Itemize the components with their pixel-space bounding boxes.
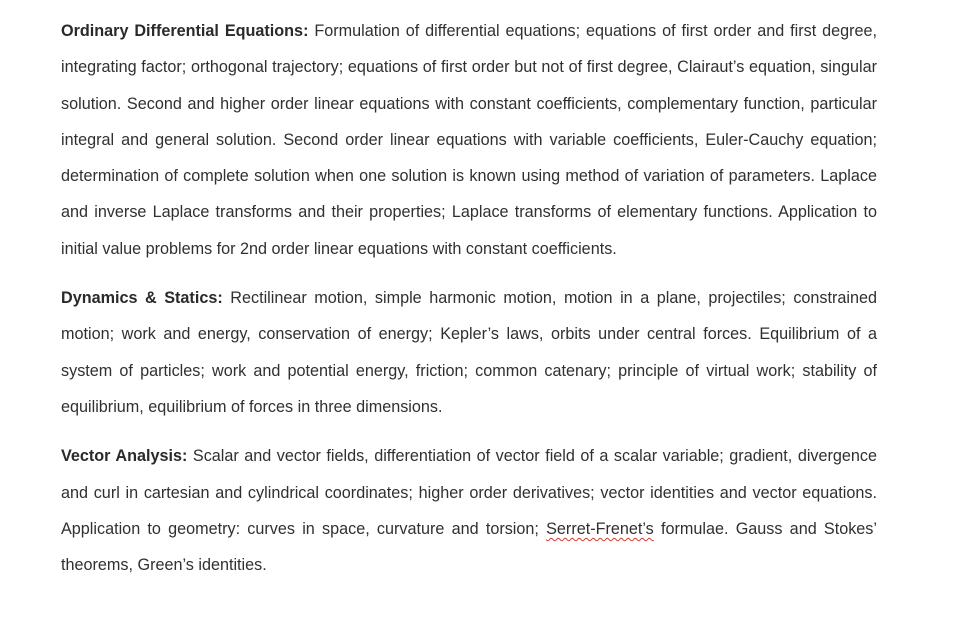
section-body: Formulation of differential equations; equations of first order and first degree, integrating factor; orthogonal trajectory; equations of first order but not of first degree, Clairaut’s equation, singular solution. Second and higher order linear equations with constant coefficients, complementary function, particular integral and general solution. Second order linear equations with variable coefficients, Euler-Cauchy equation; determination of complete solution when one solution is known using method of variation of parameters. Laplace and inverse Laplace transforms and their properties; Laplace transforms of elementary functions. Application to initial value problems for 2nd order linear equations with constant coefficients. xyxy=(61,22,878,258)
section-heading: Ordinary Differential Equations: xyxy=(61,22,309,40)
spelling-error-word[interactable]: Serret-Frenet’s xyxy=(546,519,654,538)
section-dynamics-statics[interactable] xyxy=(61,280,877,425)
section-heading: Vector Analysis: xyxy=(61,447,188,466)
section-body-start: Scalar and vector fields, differentiation of vector field of a scalar variable; gradient, divergence and curl in cartesian and cylindrical coordinates; higher order derivatives; vector identities and vector equations. Application to geometry: curves in space, curvature and torsion; xyxy=(61,447,878,538)
section-ordinary-differential-equations[interactable] xyxy=(61,13,877,267)
section-body-end: formulae. Gauss and Stokes’ theorems, Green’s identities. xyxy=(61,519,877,575)
section-heading: Dynamics & Statics: xyxy=(61,289,223,308)
document-page xyxy=(61,13,877,596)
section-body: Rectilinear motion, simple harmonic motion, motion in a plane, projectiles; constrained motion; work and energy, conservation of energy; Kepler’s laws, orbits under central forces. Equilibrium of a system of particles; work and potential energy, friction; common catenary; principle of virtual work; stability of equilibrium, equilibrium of forces in three dimensions. xyxy=(61,289,878,416)
section-vector-analysis[interactable] xyxy=(61,438,877,583)
